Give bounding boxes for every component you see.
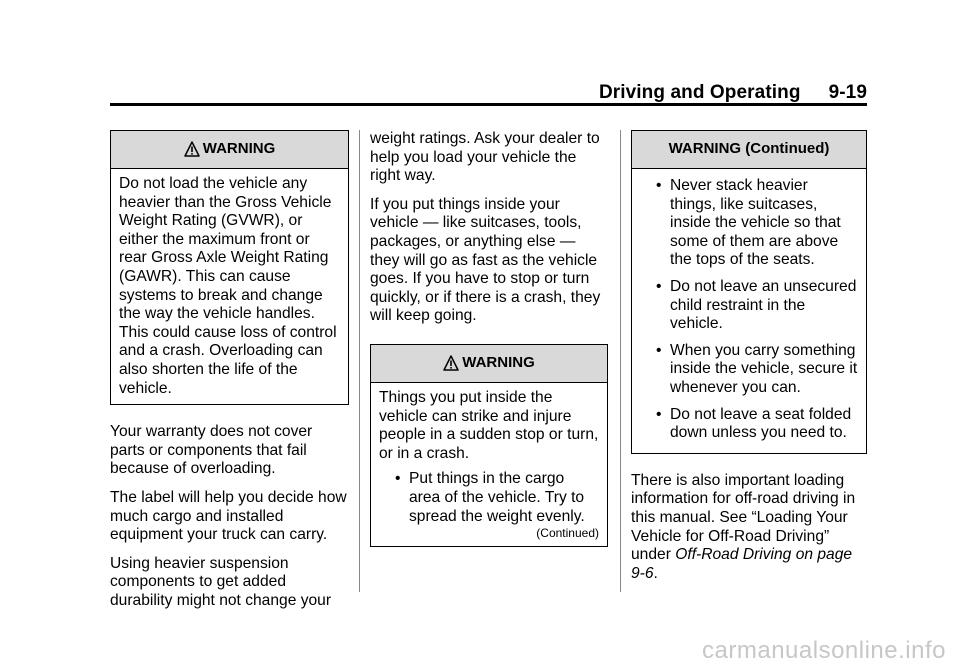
warning-box-2	[370, 344, 608, 547]
watermark: carmanualsonline.info	[702, 637, 946, 664]
column-divider-1	[359, 130, 360, 592]
warning-header	[371, 345, 607, 383]
warning-body	[111, 169, 348, 404]
warning-triangle-icon	[443, 355, 459, 372]
column-divider-2	[620, 130, 621, 592]
list-item: • Put things in the cargo area of the vehicle. Try to spread the weight evenly.	[379, 470, 599, 526]
column-3	[631, 130, 867, 593]
page-number: 9-19	[828, 82, 867, 103]
warning-box-3	[631, 130, 867, 454]
column-2	[370, 130, 608, 547]
page-header	[110, 80, 867, 104]
warning-bullets	[379, 470, 599, 526]
cross-reference-link[interactable]: Off-Road Driving on page 9-6	[631, 546, 853, 582]
warning-title: WARNING	[202, 140, 276, 158]
warning-triangle-icon	[184, 141, 200, 158]
list-item: • Never stack heavier things, like suitcases, inside the vehicle so that some of them are above the tops of the seats.	[640, 177, 858, 270]
warning-header	[632, 131, 866, 169]
paragraph	[631, 472, 867, 584]
header-rule	[110, 103, 867, 106]
warning-box-1	[110, 130, 349, 405]
list-item: • Do not leave an unsecured child restraint in the vehicle.	[640, 278, 858, 334]
paragraph: Using heavier suspension components to get added durability might not change your	[110, 554, 332, 609]
warning-text: Things you put inside the vehicle can strike and injure people in a sudden stop or turn, or in a crash.	[379, 388, 599, 462]
paragraph: If you put things inside your vehicle — like suitcases, tools, packages, or anything else — they will go as fast as the vehicle goes. If you have to stop or turn quickly, or if there is a crash, they will keep going.	[370, 195, 601, 325]
paragraph-text: There is also important loading information for off-road driving in this manual. See “Loading Your Vehicle for Off-Road Driving” under	[631, 471, 856, 564]
warning-title: WARNING (Continued)	[668, 140, 830, 158]
warning-title: WARNING	[462, 354, 535, 372]
warning-body	[371, 383, 607, 546]
section-title: Driving and Operating	[598, 82, 801, 103]
paragraph-end: .	[653, 564, 658, 582]
warning-body	[632, 169, 866, 453]
column-1	[110, 130, 349, 620]
paragraph: The label will help you decide how much cargo and installed equipment your truck can carry.	[110, 488, 347, 544]
list-item: • When you carry something inside the vehicle, secure it whenever you can.	[640, 342, 858, 398]
warning-bullets	[640, 177, 858, 443]
paragraph: Your warranty does not cover parts or components that fail because of overloading.	[110, 423, 313, 478]
warning-header	[111, 131, 348, 169]
warning-text: Do not load the vehicle any heavier than the Gross Vehicle Weight Rating (GVWR), or either the maximum front or rear Gross Axle Weight Rating (GAWR). This can cause systems to break and change the way the vehicle handles. This could cause loss of control and a crash. Overloading can also shorten the life of the vehicle.	[119, 175, 337, 397]
list-item: • Do not leave a seat folded down unless you need to.	[640, 406, 858, 443]
continued-label: (Continued)	[536, 526, 599, 541]
paragraph: weight ratings. Ask your dealer to help you load your vehicle the right way.	[370, 130, 600, 185]
